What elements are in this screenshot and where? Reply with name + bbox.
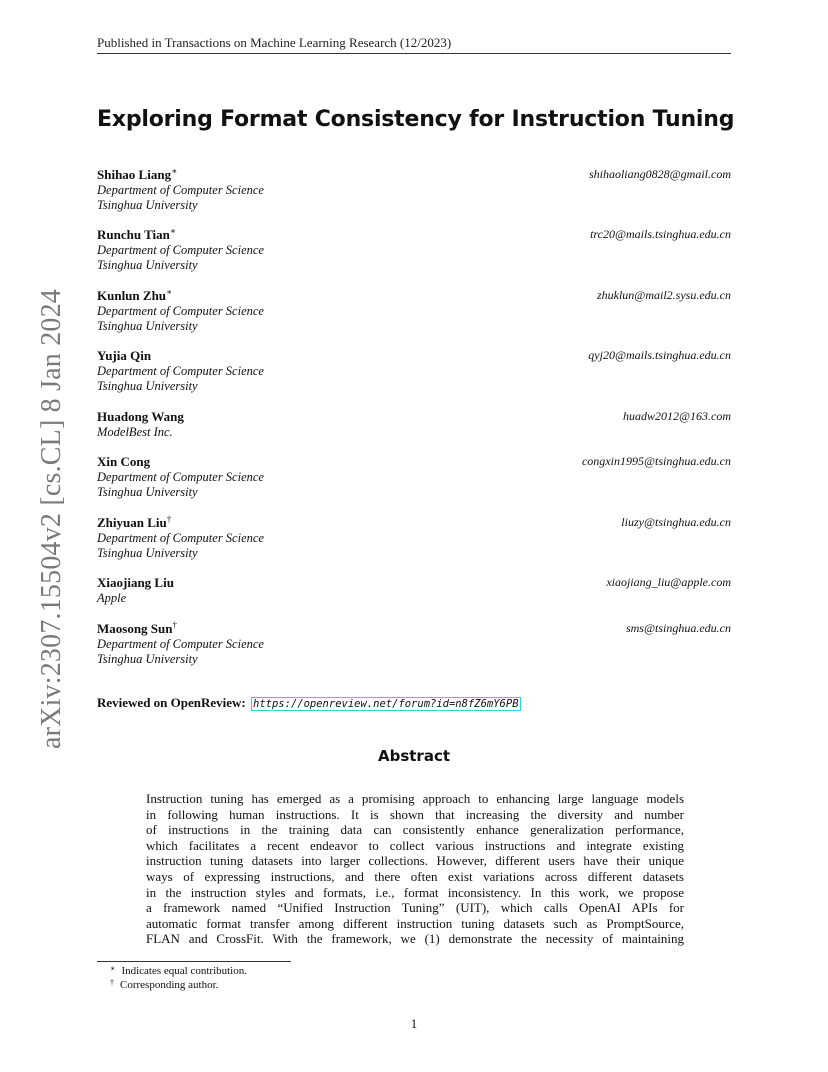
abstract-line: in following human instructions. It is shown that increasing the diversity and number [146, 806, 684, 822]
author-name: Xiaojiang Liu [97, 575, 174, 590]
footnote-text: Corresponding author. [120, 979, 219, 991]
author-institution: Tsinghua University [97, 546, 198, 560]
author-affiliation: Department of Computer Science [97, 469, 264, 484]
header-rule [97, 53, 731, 54]
author-block [97, 515, 731, 562]
author-name: Yujia Qin [97, 348, 152, 363]
author-email: trc20@mails.tsinghua.edu.cn [590, 227, 731, 241]
abstract-line: Instruction tuning has emerged as a promising approach to enhancing large language models [146, 791, 684, 806]
paper-title: Exploring Format Consistency for Instruction Tuning [97, 107, 735, 132]
author-mark: ∗ [169, 226, 176, 236]
author-block [97, 288, 731, 335]
openreview-link[interactable]: https://openreview.net/forum?id=n8fZ6mY6PB [253, 698, 519, 710]
author-block [97, 167, 731, 214]
author-affiliation: Department of Computer Science [97, 636, 264, 651]
footnote-rule [97, 961, 291, 962]
author-block [97, 348, 731, 395]
author-mark: † [172, 620, 177, 630]
author-affiliation: ModelBest Inc. [97, 424, 173, 439]
author-block [97, 575, 731, 606]
author-block [97, 454, 731, 501]
author-email: congxin1995@tsinghua.edu.cn [581, 454, 731, 468]
author-affiliation: Department of Computer Science [97, 363, 264, 378]
author-affiliation: Department of Computer Science [97, 530, 264, 545]
author-affiliation: Department of Computer Science [97, 242, 264, 257]
author-block [97, 621, 731, 668]
author-name: Zhiyuan Liu† [97, 514, 172, 530]
author-name: Shihao Liang∗ [97, 166, 178, 182]
arxiv-identifier: arXiv:2307.15504v2 [cs.CL] 8 Jan 2024 [36, 288, 67, 749]
abstract-line: in the instruction styles and formats, i.e., format inconsistency. In this work, we propose [146, 884, 684, 900]
author-email: qyj20@mails.tsinghua.edu.cn [588, 348, 731, 362]
author-email: liuzy@tsinghua.edu.cn [621, 515, 731, 529]
openreview-label: Reviewed on OpenReview: [97, 695, 246, 710]
footnote [110, 978, 610, 992]
abstract-line: automatic format transfer among different instruction tuning datasets such as PromptSource, [146, 915, 684, 931]
abstract-line: which facilitates a recent endeavor to collect various instructions and integrate existing [146, 837, 684, 853]
author-name: Maosong Sun† [97, 620, 177, 636]
footnote-mark: ∗ [110, 964, 116, 973]
footnote [110, 964, 610, 978]
author-institution: Tsinghua University [97, 652, 198, 666]
abstract-line: FLAN and CrossFit. With the framework, we (1) demonstrate the necessity of maintaining [146, 931, 684, 947]
author-mark: † [166, 514, 172, 524]
author-email: sms@tsinghua.edu.cn [625, 621, 731, 635]
author-institution: Tsinghua University [97, 198, 198, 212]
abstract-text [146, 791, 684, 947]
footnotes [110, 964, 610, 992]
author-mark: ∗ [166, 287, 173, 297]
footnote-text: Indicates equal contribution. [121, 965, 247, 977]
openreview-line [97, 695, 731, 712]
author-block [97, 227, 731, 274]
author-name: Huadong Wang [97, 409, 184, 424]
author-affiliation: Department of Computer Science [97, 182, 264, 197]
author-name: Xin Cong [97, 454, 151, 469]
author-institution: Tsinghua University [97, 258, 198, 272]
author-name: Kunlun Zhu∗ [97, 287, 173, 303]
author-mark: ∗ [171, 166, 178, 176]
author-name: Runchu Tian∗ [97, 226, 176, 242]
abstract-line: of instructions in the training data can consistently enhance generalization performance, [146, 822, 684, 838]
author-email: shihaoliang0828@gmail.com [588, 167, 731, 181]
page-number: 1 [410, 1016, 418, 1031]
author-affiliation: Apple [97, 590, 127, 605]
abstract-line: instruction tuning datasets into larger collections. However, different users have their unique [146, 853, 684, 869]
author-institution: Tsinghua University [97, 485, 198, 499]
abstract-line: ways of expressing instructions, and there often exist variations across different datasets [146, 868, 684, 884]
abstract-heading: Abstract [377, 747, 451, 765]
author-institution: Tsinghua University [97, 379, 198, 393]
author-block [97, 409, 731, 440]
abstract-line: a framework named “Unified Instruction Tuning” (UIT), which calls OpenAI APIs for [146, 900, 684, 916]
author-email: huadw2012@163.com [622, 409, 731, 423]
running-header: Published in Transactions on Machine Learning Research (12/2023) [97, 35, 452, 50]
footnote-mark: † [110, 978, 114, 987]
author-email: xiaojiang_liu@apple.com [606, 575, 731, 589]
author-email: zhuklun@mail2.sysu.edu.cn [596, 288, 731, 302]
author-affiliation: Department of Computer Science [97, 303, 264, 318]
author-institution: Tsinghua University [97, 319, 198, 333]
